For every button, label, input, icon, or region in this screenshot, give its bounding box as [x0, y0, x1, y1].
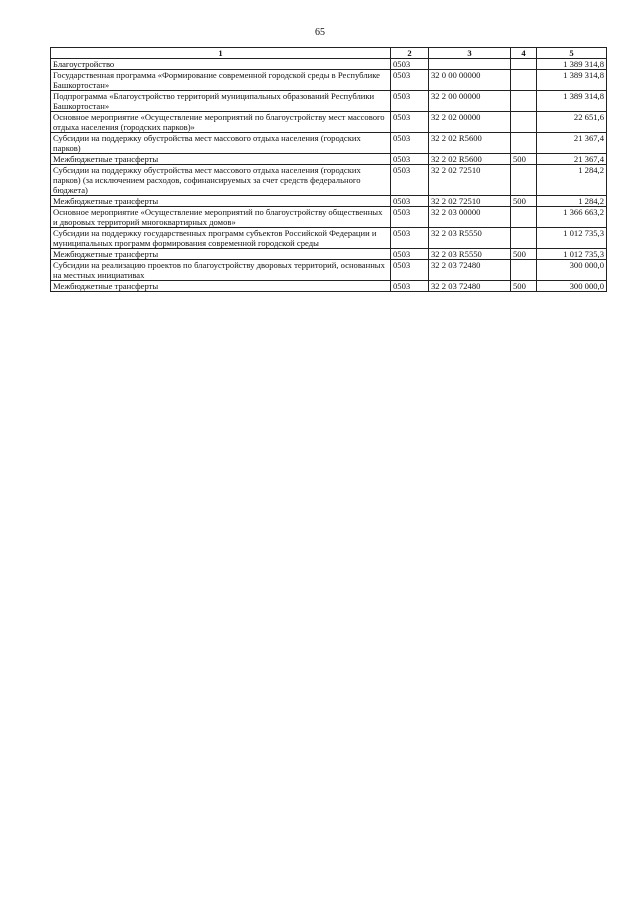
table-body	[51, 59, 607, 292]
row-name: Межбюджетные трансферты	[51, 249, 391, 260]
row-section-code: 0503	[391, 281, 429, 292]
row-expense-type	[511, 91, 537, 112]
header-col-1: 1	[51, 48, 391, 59]
table-row	[51, 91, 607, 112]
table-row	[51, 165, 607, 196]
row-amount: 21 367,4	[537, 133, 607, 154]
table-row	[51, 112, 607, 133]
row-target-code: 32 2 03 00000	[429, 207, 511, 228]
table-row	[51, 133, 607, 154]
row-amount: 1 012 735,3	[537, 228, 607, 249]
header-col-5: 5	[537, 48, 607, 59]
row-section-code: 0503	[391, 260, 429, 281]
table-row	[51, 70, 607, 91]
row-section-code: 0503	[391, 59, 429, 70]
row-section-code: 0503	[391, 112, 429, 133]
row-amount: 1 012 735,3	[537, 249, 607, 260]
row-expense-type	[511, 165, 537, 196]
row-amount: 300 000,0	[537, 260, 607, 281]
row-section-code: 0503	[391, 165, 429, 196]
row-expense-type	[511, 207, 537, 228]
row-name: Субсидии на реализацию проектов по благоустройству дворовых территорий, основанных на местных инициативах	[51, 260, 391, 281]
row-amount: 1 284,2	[537, 196, 607, 207]
row-target-code: 32 2 03 R5550	[429, 228, 511, 249]
row-section-code: 0503	[391, 154, 429, 165]
row-expense-type: 500	[511, 196, 537, 207]
row-expense-type	[511, 112, 537, 133]
table-row	[51, 281, 607, 292]
row-target-code: 32 2 02 R5600	[429, 133, 511, 154]
row-amount: 1 389 314,8	[537, 91, 607, 112]
row-expense-type: 500	[511, 281, 537, 292]
header-col-3: 3	[429, 48, 511, 59]
row-name: Субсидии на поддержку обустройства мест массового отдыха населения (городских парков) (за исключением расходов, софинансируемых за счет средств федерального бюджета)	[51, 165, 391, 196]
row-expense-type: 500	[511, 249, 537, 260]
row-target-code: 32 2 03 72480	[429, 260, 511, 281]
row-expense-type	[511, 260, 537, 281]
row-expense-type	[511, 70, 537, 91]
row-section-code: 0503	[391, 196, 429, 207]
row-name: Основное мероприятие «Осуществление мероприятий по благоустройству общественных и дворовых территорий многоквартирных домов»	[51, 207, 391, 228]
row-name: Межбюджетные трансферты	[51, 154, 391, 165]
header-col-4: 4	[511, 48, 537, 59]
table-row	[51, 207, 607, 228]
row-name: Межбюджетные трансферты	[51, 281, 391, 292]
budget-table	[50, 47, 607, 292]
row-expense-type	[511, 228, 537, 249]
row-name: Межбюджетные трансферты	[51, 196, 391, 207]
table-row	[51, 59, 607, 70]
row-target-code: 32 2 03 R5550	[429, 249, 511, 260]
table-header-row	[51, 48, 607, 59]
row-section-code: 0503	[391, 228, 429, 249]
header-col-2: 2	[391, 48, 429, 59]
row-section-code: 0503	[391, 70, 429, 91]
row-name: Субсидии на поддержку обустройства мест массового отдыха населения (городских парков)	[51, 133, 391, 154]
row-amount: 22 651,6	[537, 112, 607, 133]
table-row	[51, 249, 607, 260]
row-amount: 1 366 663,2	[537, 207, 607, 228]
page-number: 65	[315, 27, 325, 38]
row-target-code: 32 2 03 72480	[429, 281, 511, 292]
row-name: Субсидии на поддержку государственных программ субъектов Российской Федерации и муниципальных программ формирования современной городской среды	[51, 228, 391, 249]
table-row	[51, 154, 607, 165]
row-name: Подпрограмма «Благоустройство территорий муниципальных образований Республики Башкортостан»	[51, 91, 391, 112]
table-row	[51, 260, 607, 281]
row-section-code: 0503	[391, 249, 429, 260]
row-expense-type	[511, 59, 537, 70]
row-amount: 1 284,2	[537, 165, 607, 196]
row-expense-type: 500	[511, 154, 537, 165]
row-name: Основное мероприятие «Осуществление мероприятий по благоустройству мест массового отдыха населения (городских парков)»	[51, 112, 391, 133]
row-target-code: 32 2 00 00000	[429, 91, 511, 112]
row-target-code: 32 0 00 00000	[429, 70, 511, 91]
table-row	[51, 228, 607, 249]
row-name: Государственная программа «Формирование современной городской среды в Республике Башкортостан»	[51, 70, 391, 91]
row-section-code: 0503	[391, 91, 429, 112]
row-amount: 21 367,4	[537, 154, 607, 165]
row-amount: 1 389 314,8	[537, 70, 607, 91]
row-target-code	[429, 59, 511, 70]
row-name: Благоустройство	[51, 59, 391, 70]
table-row	[51, 196, 607, 207]
row-section-code: 0503	[391, 133, 429, 154]
row-target-code: 32 2 02 72510	[429, 165, 511, 196]
row-target-code: 32 2 02 72510	[429, 196, 511, 207]
row-section-code: 0503	[391, 207, 429, 228]
row-amount: 1 389 314,8	[537, 59, 607, 70]
row-amount: 300 000,0	[537, 281, 607, 292]
row-target-code: 32 2 02 R5600	[429, 154, 511, 165]
row-expense-type	[511, 133, 537, 154]
row-target-code: 32 2 02 00000	[429, 112, 511, 133]
